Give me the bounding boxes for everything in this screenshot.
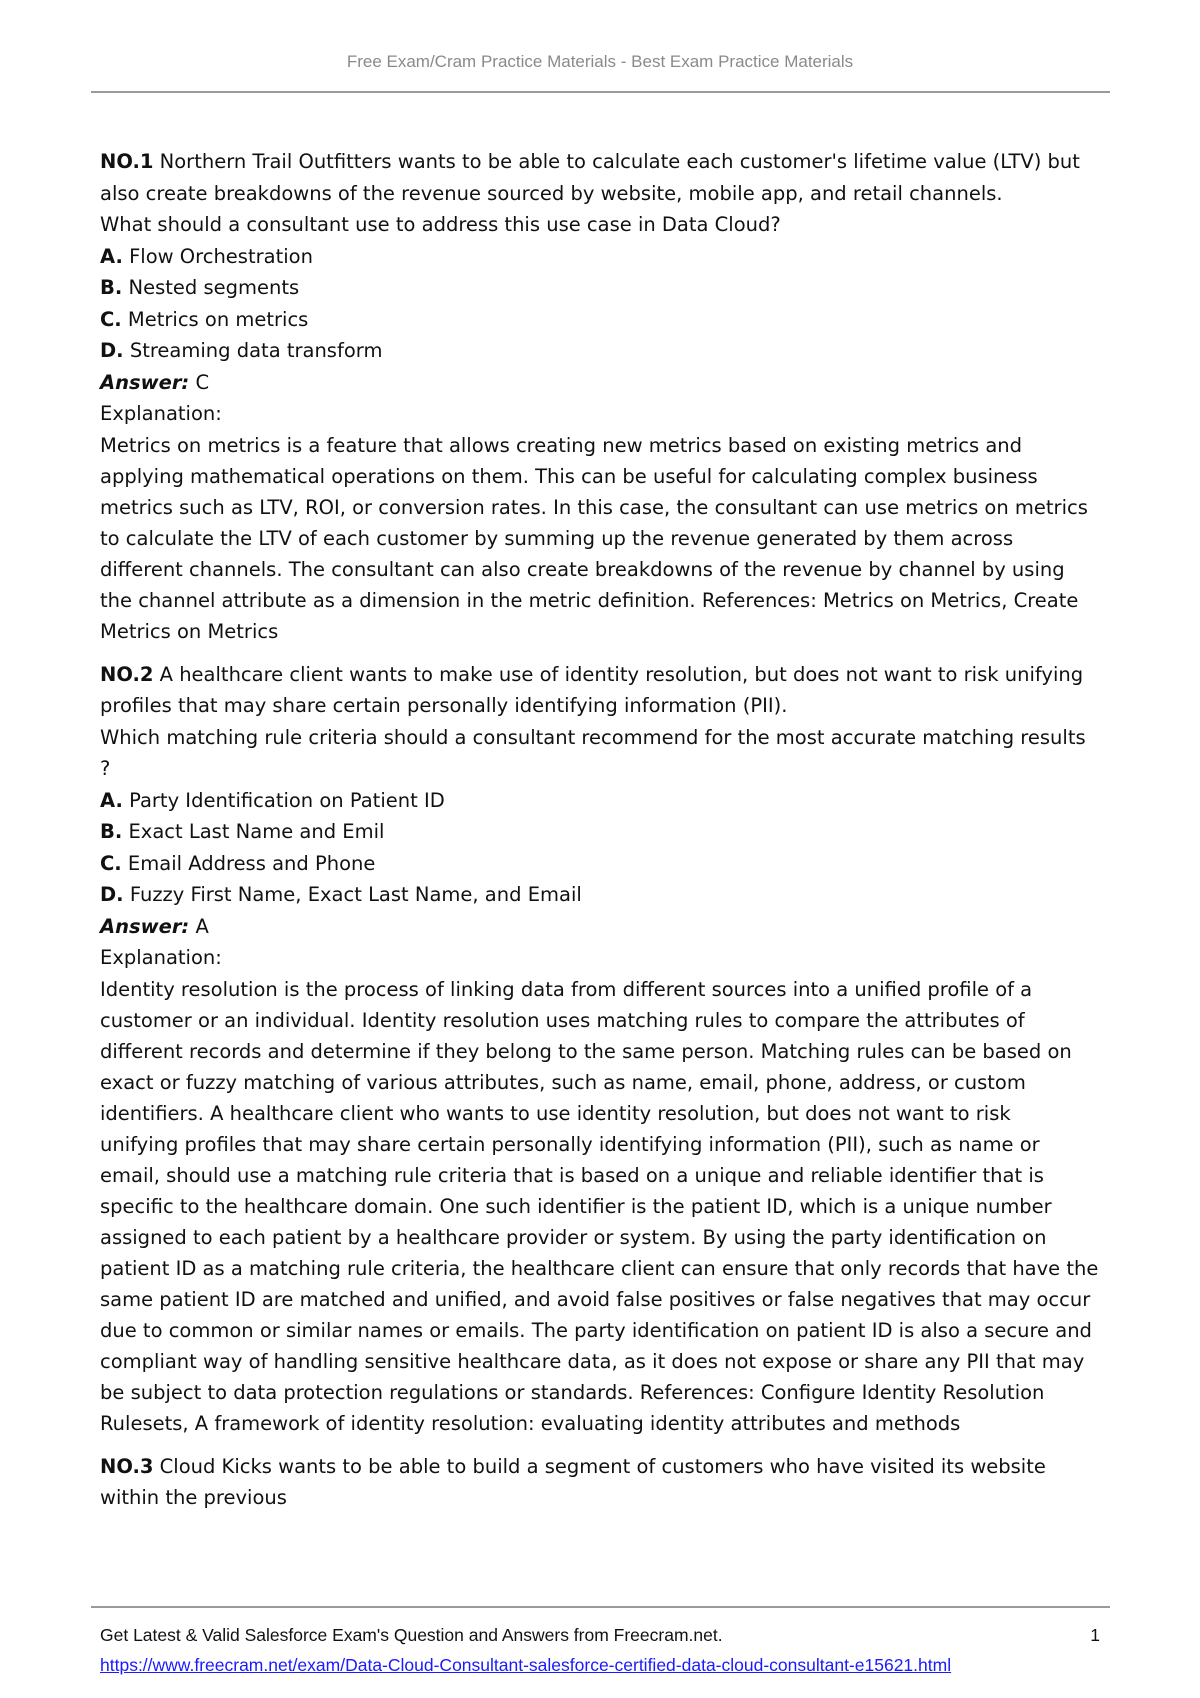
explanation-line: due to common or similar names or emails. The party identification on patient ID is also a secure and (100, 1318, 1092, 1342)
footer-rule (91, 1606, 1110, 1608)
correct-answer: Answer: A (100, 914, 209, 938)
question-stem-line: NO.2 A healthcare client wants to make use of identity resolution, but does not want to risk unifying (100, 662, 1084, 686)
explanation-line: different records and determine if they belong to the same person. Matching rules can be based on (100, 1039, 1072, 1063)
explanation-line: Metrics on metrics is a feature that allows creating new metrics based on existing metrics and (100, 433, 1023, 457)
document-body (100, 146, 1100, 1514)
question-3 (100, 1451, 1100, 1514)
question-stem-line: within the previous (100, 1486, 287, 1509)
answer-option-b: B. Exact Last Name and Emil (100, 820, 385, 843)
explanation-line: same patient ID are matched and unified, and avoid false positives or false negatives that may occur (100, 1287, 1091, 1311)
explanation-line: assigned to each patient by a healthcare provider or system. By using the party identification on (100, 1225, 1047, 1249)
explanation-label: Explanation: (100, 946, 222, 969)
question-number: NO.2 (100, 662, 154, 686)
page-number: 1 (1090, 1625, 1100, 1645)
explanation-line: email, should use a matching rule criteria that is based on a unique and reliable identifier that is (100, 1163, 1044, 1187)
answer-option-c: C. Email Address and Phone (100, 851, 376, 875)
answer-option-c: C. Metrics on metrics (100, 307, 309, 331)
footer-text-row (100, 1625, 1100, 1646)
answer-option-a: A. Party Identification on Patient ID (100, 788, 445, 812)
footer-text: Get Latest & Valid Salesforce Exam's Question and Answers from Freecram.net. (100, 1625, 723, 1645)
question-stem-line: NO.1 Northern Trail Outfitters wants to be able to calculate each customer's lifetime value (LTV) but (100, 150, 1080, 173)
question-stem-line: ? (100, 757, 111, 780)
page-header: Free Exam/Cram Practice Materials - Best Exam Practice Materials (346, 52, 854, 71)
explanation-line: customer or an individual. Identity resolution uses matching rules to compare the attributes of (100, 1008, 1025, 1032)
explanation-line: Rulesets, A framework of identity resolution: evaluating identity attributes and methods (100, 1411, 961, 1435)
question-1 (100, 146, 1100, 647)
answer-option-a: A. Flow Orchestration (100, 244, 313, 268)
explanation-line: metrics such as LTV, ROI, or conversion rates. In this case, the consultant can use metrics on metrics (100, 495, 1088, 519)
explanation-line: different channels. The consultant can also create breakdowns of the revenue by channel by using (100, 557, 1065, 581)
explanation-line: compliant way of handling sensitive healthcare data, as it does not expose or share any PII that may (100, 1349, 1085, 1373)
question-stem-line: What should a consultant use to address this use case in Data Cloud? (100, 213, 781, 236)
explanation-line: exact or fuzzy matching of various attributes, such as name, email, phone, address, or custom (100, 1070, 1026, 1094)
explanation-line: be subject to data protection regulations or standards. References: Configure Identity Resolution (100, 1380, 1045, 1404)
explanation-line: patient ID as a matching rule criteria, the healthcare client can ensure that only records that have the (100, 1256, 1099, 1280)
explanation-line: Identity resolution is the process of linking data from different sources into a unified profile of a (100, 977, 1033, 1001)
question-stem-line: NO.3 Cloud Kicks wants to be able to build a segment of customers who have visited its website (100, 1454, 1046, 1478)
footer-link[interactable]: https://www.freecram.net/exam/Data-Cloud-Consultant-salesforce-certified-data-cloud-consultant-e15621.html (100, 1655, 952, 1675)
explanation-line: to calculate the LTV of each customer by summing up the revenue generated by them across (100, 526, 1014, 550)
explanation-line: identifiers. A healthcare client who wants to use identity resolution, but does not want to risk (100, 1101, 1011, 1125)
question-number: NO.1 (100, 150, 154, 173)
explanation-line: specific to the healthcare domain. One such identifier is the patient ID, which is a unique number (100, 1194, 1052, 1218)
question-number: NO.3 (100, 1454, 154, 1478)
question-stem-line: Which matching rule criteria should a consultant recommend for the most accurate matching results (100, 725, 1086, 749)
answer-option-b: B. Nested segments (100, 276, 300, 299)
question-2 (100, 659, 1100, 1439)
answer-option-d: D. Fuzzy First Name, Exact Last Name, and Email (100, 883, 582, 906)
header-rule (91, 91, 1110, 93)
question-stem-line: also create breakdowns of the revenue sourced by website, mobile app, and retail channels. (100, 181, 1003, 205)
correct-answer: Answer: C (100, 370, 210, 394)
explanation-line: Metrics on Metrics (100, 619, 279, 643)
explanation-line: the channel attribute as a dimension in the metric definition. References: Metrics on Metrics, Create (100, 588, 1079, 612)
question-stem-line: profiles that may share certain personally identifying information (PII). (100, 694, 788, 717)
answer-option-d: D. Streaming data transform (100, 339, 383, 362)
explanation-line: applying mathematical operations on them. This can be useful for calculating complex business (100, 464, 1038, 488)
explanation-line: unifying profiles that may share certain personally identifying information (PII), such as name or (100, 1132, 1040, 1156)
explanation-label: Explanation: (100, 402, 222, 425)
